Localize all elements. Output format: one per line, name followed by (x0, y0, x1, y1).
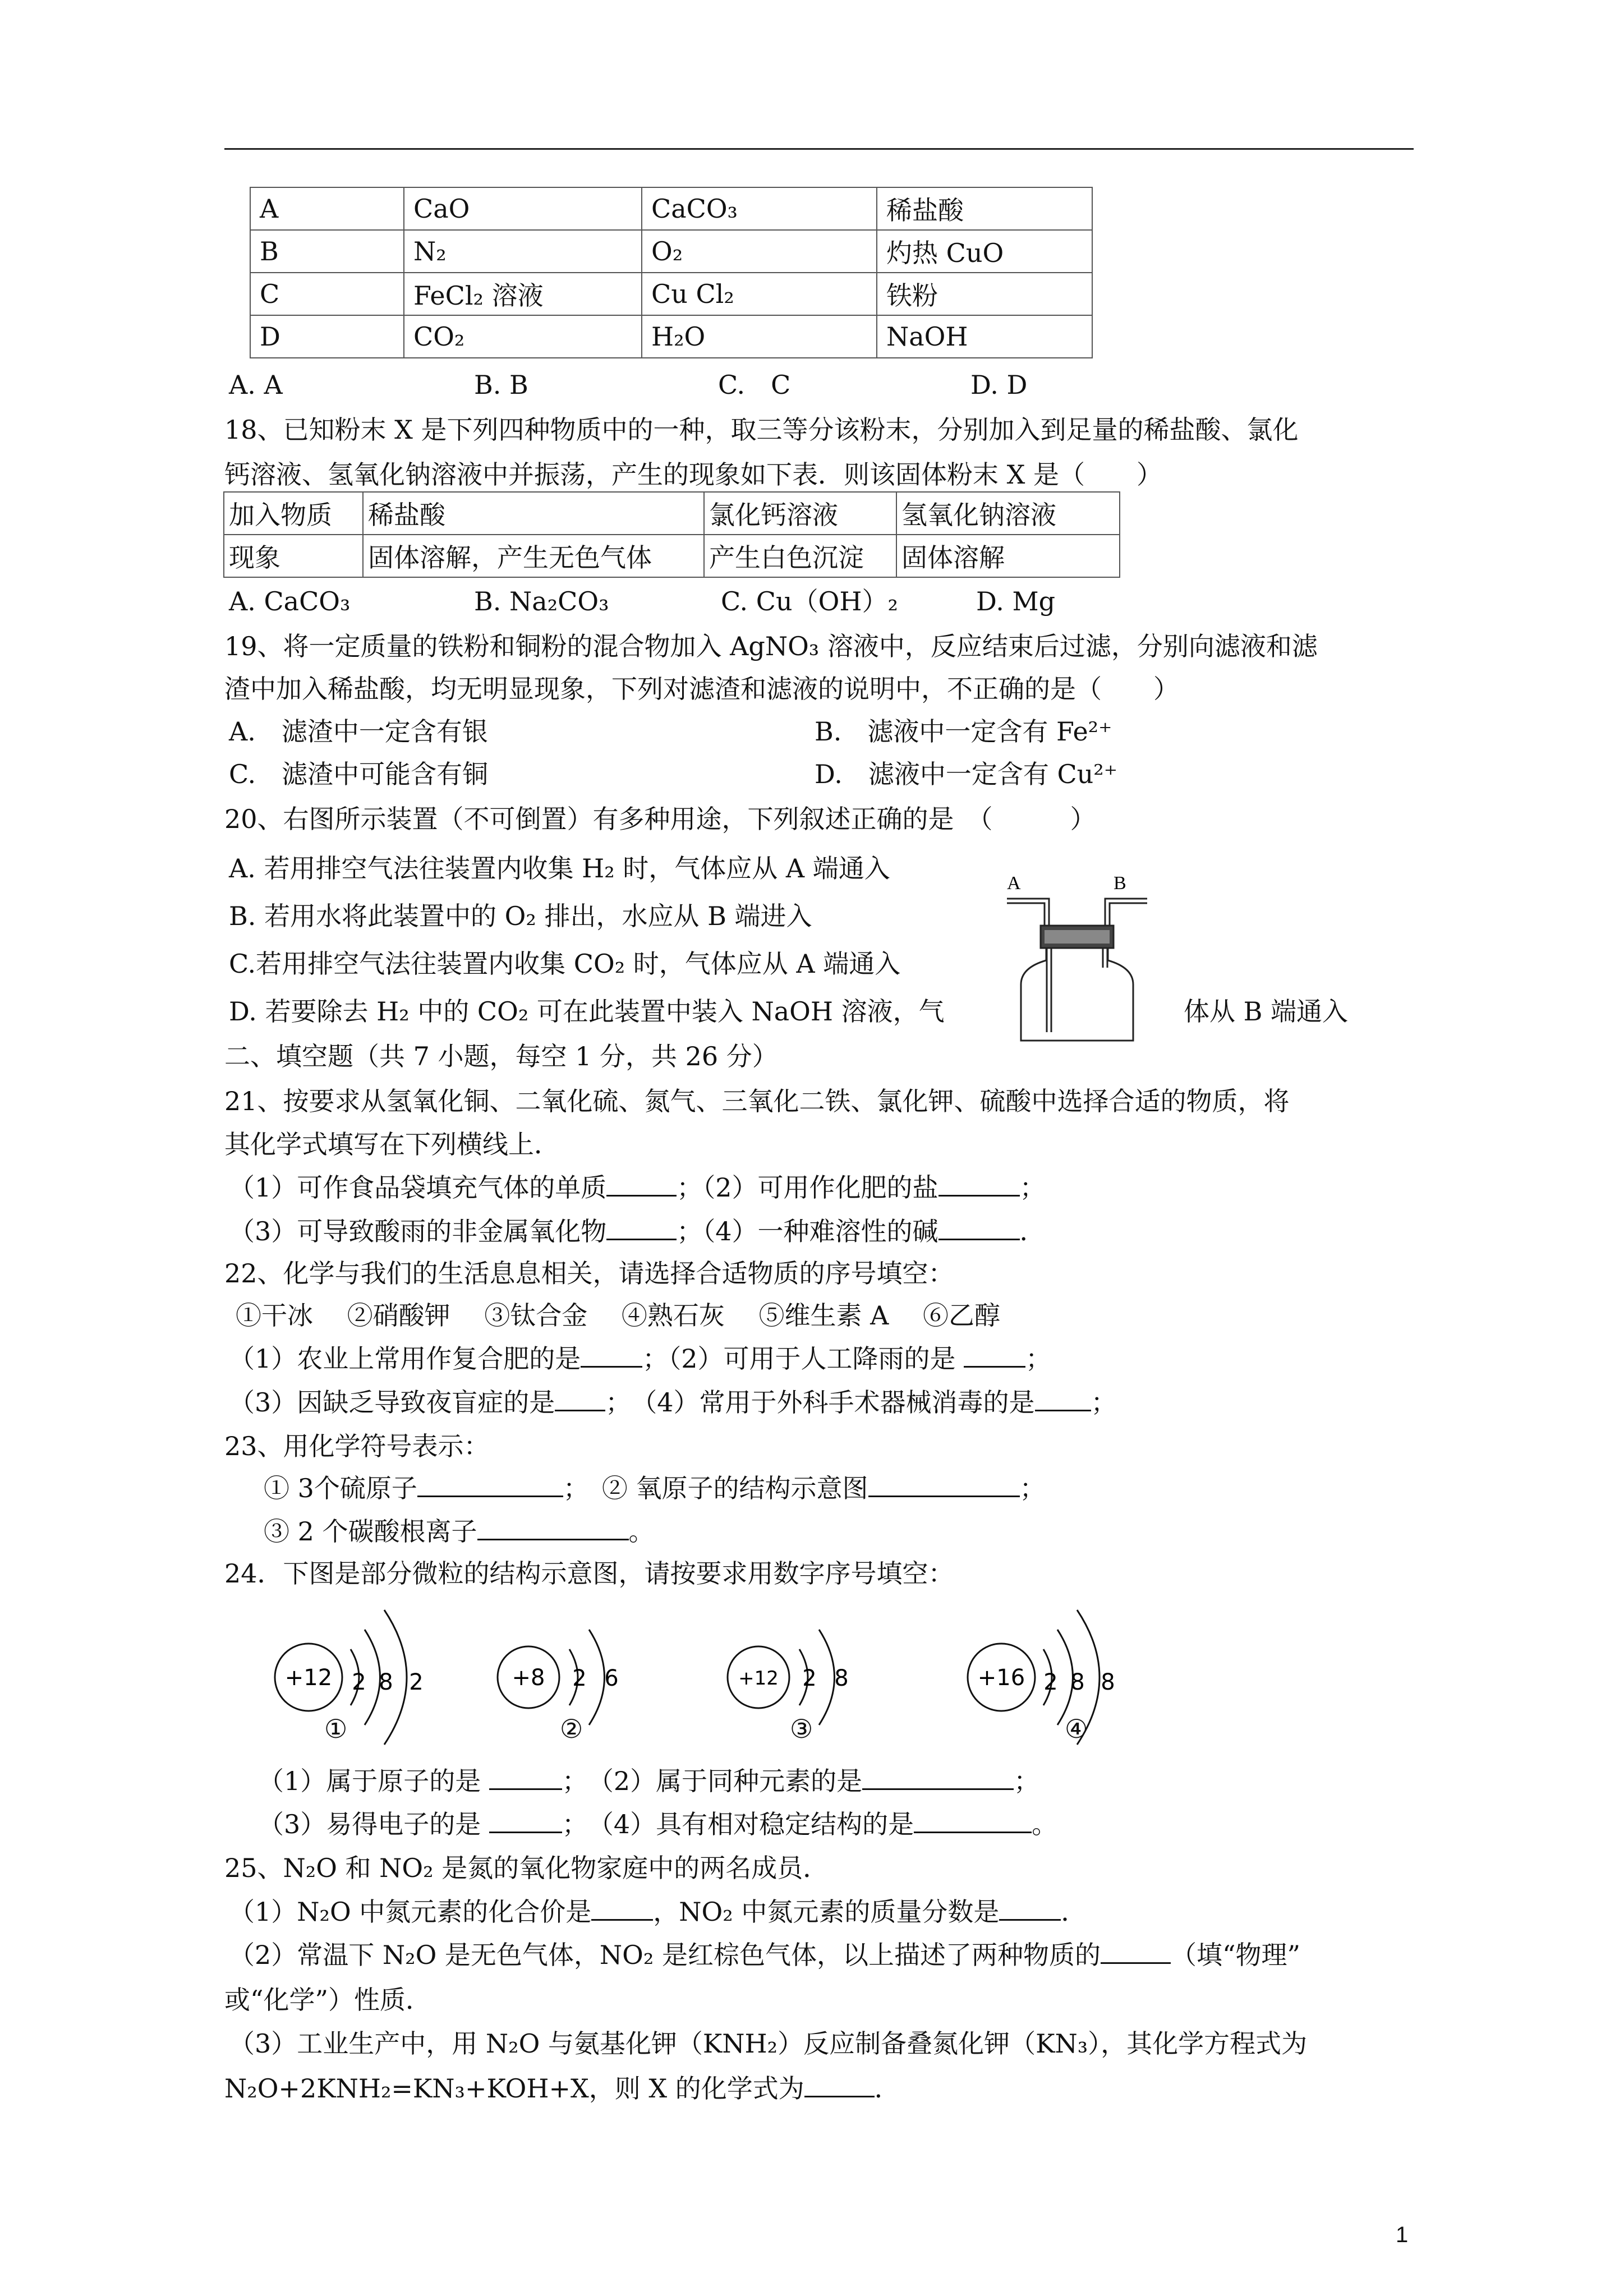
q19-option-c: C. 滤渣中可能含有铜 (229, 759, 489, 789)
gas-bottle-figure (965, 864, 1189, 1049)
q20-stem: 20、右图所示装置（不可倒置）有多种用途，下列叙述正确的是 （ ） (224, 804, 1096, 834)
answer-blank[interactable] (581, 1343, 642, 1368)
answer-blank[interactable] (606, 1216, 677, 1240)
atom-label-3: ③ (790, 1714, 813, 1744)
atom-label-4: ④ (1065, 1714, 1088, 1744)
shell-electrons: 6 (604, 1665, 619, 1691)
q22-stem: 22、化学与我们的生活息息相关，请选择合适物质的序号填空： (224, 1258, 954, 1289)
q20-option-d-part2: 体从 B 端通入 (1184, 996, 1349, 1027)
table-row: C FeCl₂ 溶液 Cu Cl₂ 铁粉 (250, 273, 1092, 315)
answer-blank[interactable] (555, 1387, 605, 1411)
q17-option-c: C. C (718, 370, 791, 400)
q23-line1: ① 3个硫原子 ； ② 氧原子的结构示意图 ； (264, 1473, 1046, 1503)
gas-bottle-diagram (965, 864, 1189, 1049)
q19-option-a: A. 滤渣中一定含有银 (229, 716, 488, 747)
q17-option-d: D. D (970, 370, 1028, 400)
q21-stem-line1: 21、按要求从氢氧化铜、二氧化硫、氮气、三氧化二铁、氯化钾、硫酸中选择合适的物质，将 (224, 1086, 1290, 1116)
answer-blank[interactable] (804, 2073, 875, 2097)
shell-electrons: 2 (352, 1669, 366, 1695)
answer-blank[interactable] (938, 1172, 1020, 1197)
shell-electrons: 2 (1043, 1669, 1058, 1695)
section-heading: 二、填空题（共 7 小题，每空 1 分，共 26 分） (224, 1041, 778, 1071)
table-row: B N₂ O₂ 灼热 CuO (250, 230, 1092, 273)
end-b-label: B (1114, 873, 1126, 894)
nucleus-charge: +12 (284, 1665, 333, 1691)
q17-table (250, 187, 1093, 358)
shell-electrons: 8 (1070, 1669, 1085, 1695)
answer-blank[interactable] (868, 1473, 1020, 1497)
q21-stem-line2: 其化学式填写在下列横线上． (224, 1129, 560, 1159)
table-row: D CO₂ H₂O NaOH (250, 315, 1092, 358)
q22-items: ①干冰 ②硝酸钾 ③钛合金 ④熟石灰 ⑤维生素 A ⑥乙醇 (236, 1300, 1000, 1331)
table-row: 加入物质 稀盐酸 氯化钙溶液 氢氧化钠溶液 (224, 492, 1120, 535)
answer-blank[interactable] (999, 1897, 1061, 1921)
q18-option-a: A. CaCO₃ (229, 586, 351, 616)
q18-option-d: D. Mg (976, 586, 1056, 616)
answer-blank[interactable] (591, 1897, 653, 1921)
q23-line2: ③ 2 个碳酸根离子 。 (264, 1516, 655, 1547)
q19-stem-line1: 19、将一定质量的铁粉和铜粉的混合物加入 AgNO₃ 溶液中，反应结束后过滤，分别向滤液和滤 (224, 631, 1318, 661)
answer-blank[interactable] (914, 1809, 1032, 1833)
table-row: 现象 固体溶解，产生无色气体 产生白色沉淀 固体溶解 (224, 535, 1120, 577)
nucleus-charge: +12 (738, 1667, 779, 1690)
answer-blank[interactable] (606, 1172, 677, 1197)
q20-option-d-part1: D. 若要除去 H₂ 中的 CO₂ 可在此装置中装入 NaOH 溶液，气 (229, 996, 945, 1027)
answer-blank[interactable] (862, 1766, 1014, 1790)
shell-electrons: 8 (1101, 1669, 1115, 1695)
atom-structure-1 (269, 1604, 449, 1750)
q21-line2: （3）可导致酸雨的非金属氧化物 ；（4）一种难溶性的碱 ． (229, 1216, 1046, 1246)
header-rule (224, 148, 1414, 150)
answer-blank[interactable] (938, 1216, 1020, 1240)
q24-line2: （3）易得电子的是 ； （4）具有相对稳定结构的是 。 (258, 1809, 1058, 1839)
q17-option-a: A. A (229, 370, 283, 400)
q25-line5: N₂O+2KNH₂=KN₃+KOH+X，则 X 的化学式为 ． (224, 2073, 900, 2104)
page-number: 1 (1396, 2223, 1409, 2247)
q24-line1: （1）属于原子的是 ； （2）属于同种元素的是 ； (258, 1766, 1040, 1796)
nucleus-charge: +8 (512, 1665, 545, 1691)
q19-option-b: B. 滤液中一定含有 Fe²⁺ (815, 716, 1112, 747)
q18-stem-line2: 钙溶液、氢氧化钠溶液中并振荡，产生的现象如下表．则该固体粉末 X 是（ ） (224, 459, 1162, 490)
atom-label-1: ① (324, 1714, 348, 1744)
q19-stem-line2: 渣中加入稀盐酸，均无明显现象，下列对滤渣和滤液的说明中，不正确的是（ ） (224, 674, 1179, 704)
q18-option-b: B. Na₂CO₃ (474, 586, 609, 616)
answer-blank[interactable] (489, 1766, 562, 1790)
table-row: A CaO CaCO₃ 稀盐酸 (250, 187, 1092, 230)
answer-blank[interactable] (1101, 1940, 1171, 1964)
end-a-label: A (1007, 873, 1021, 894)
q19-option-d: D. 滤液中一定含有 Cu²⁺ (815, 759, 1118, 789)
q20-option-b: B. 若用水将此装置中的 O₂ 排出，水应从 B 端进入 (229, 901, 812, 931)
q25-line3: 或“化学”）性质． (224, 1985, 432, 2015)
atom-structure-4 (962, 1604, 1142, 1750)
answer-blank[interactable] (489, 1809, 562, 1833)
q18-table (223, 491, 1120, 578)
shell-electrons: 8 (834, 1665, 849, 1691)
q22-line2: （3）因缺乏导致夜盲症的是 ； （4）常用于外科手术器械消毒的是 ； (229, 1387, 1117, 1418)
q24-stem: 24．下图是部分微粒的结构示意图，请按要求用数字序号填空： (224, 1558, 954, 1589)
q25-stem: 25、N₂O 和 NO₂ 是氮的氧化物家庭中的两名成员． (224, 1853, 829, 1883)
shell-electrons: 8 (379, 1669, 393, 1695)
nucleus-charge: +16 (977, 1665, 1025, 1691)
answer-blank[interactable] (417, 1473, 563, 1497)
q25-line4: （3）工业生产中，用 N₂O 与氨基化钾（KNH₂）反应制备叠氮化钾（KN₃），其化学方程式为 (229, 2028, 1308, 2059)
q22-line1: （1）农业上常用作复合肥的是 ；（2）可用于人工降雨的是 ； (229, 1343, 1052, 1374)
q21-line1: （1）可作食品袋填充气体的单质 ；（2）可用作化肥的盐 ； (229, 1172, 1046, 1203)
atom-label-2: ② (560, 1714, 583, 1744)
q18-stem-line1: 18、已知粉末 X 是下列四种物质中的一种，取三等分该粉末，分别加入到足量的稀盐酸、氯化 (224, 415, 1299, 445)
q18-option-c: C. Cu（OH）₂ (721, 586, 898, 616)
shell-electrons: 2 (572, 1665, 587, 1691)
answer-blank[interactable] (1035, 1387, 1091, 1411)
q20-option-c: C.若用排空气法往装置内收集 CO₂ 时，气体应从 A 端通入 (229, 949, 901, 979)
q23-stem: 23、用化学符号表示： (224, 1431, 490, 1461)
q20-option-a: A. 若用排空气法往装置内收集 H₂ 时，气体应从 A 端通入 (229, 853, 890, 884)
q17-option-b: B. B (474, 370, 528, 400)
q25-line1: （1）N₂O 中氮元素的化合价是 ，NO₂ 中氮元素的质量分数是 ． (229, 1897, 1087, 1927)
answer-blank[interactable] (477, 1516, 629, 1540)
shell-electrons: 2 (802, 1665, 817, 1691)
shell-electrons: 2 (409, 1669, 424, 1695)
answer-blank[interactable] (964, 1343, 1025, 1368)
q25-line2: （2）常温下 N₂O 是无色气体，NO₂ 是红棕色气体，以上描述了两种物质的 （填“物理” (229, 1940, 1300, 1970)
